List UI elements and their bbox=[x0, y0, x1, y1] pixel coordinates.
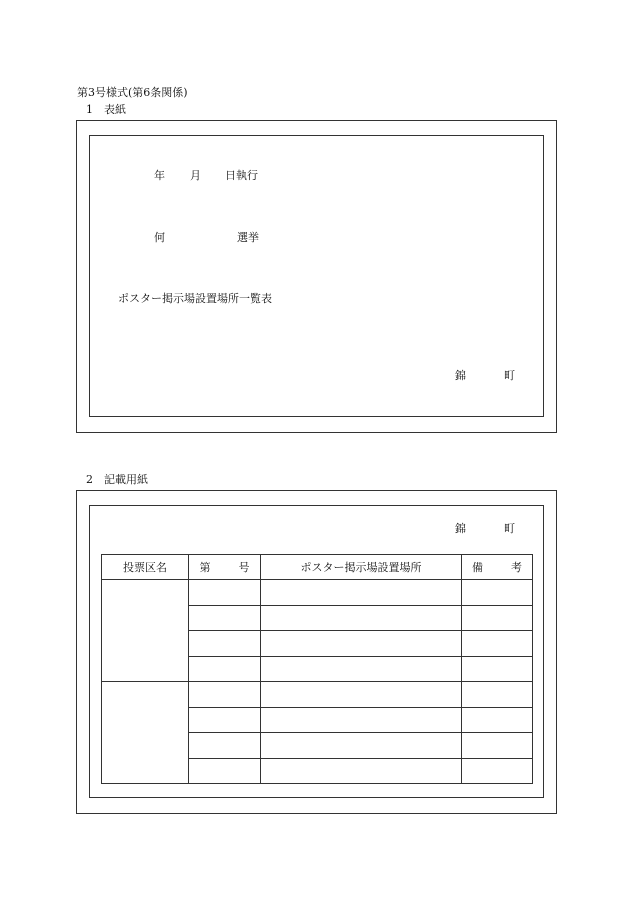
remarks-cell bbox=[462, 758, 533, 784]
cover-date-day-exec: 日執行 bbox=[225, 169, 258, 182]
location-cell bbox=[261, 631, 462, 657]
remarks-cell bbox=[462, 580, 533, 606]
remarks-cell bbox=[462, 656, 533, 682]
location-cell bbox=[261, 605, 462, 631]
table-row bbox=[102, 580, 533, 606]
location-cell bbox=[261, 682, 462, 708]
table-header-row bbox=[102, 555, 533, 580]
number-cell bbox=[189, 707, 261, 733]
remarks-cell bbox=[462, 707, 533, 733]
cover-election-suffix: 選挙 bbox=[237, 231, 259, 244]
header-location: ポスター掲示場設置場所 bbox=[261, 555, 462, 580]
number-cell bbox=[189, 758, 261, 784]
table-row bbox=[102, 682, 533, 708]
header-number bbox=[189, 555, 261, 580]
district-cell-1 bbox=[102, 580, 189, 682]
cover-list-title: ポスター掲示場設置場所一覧表 bbox=[118, 292, 272, 305]
number-cell bbox=[189, 580, 261, 606]
number-cell bbox=[189, 656, 261, 682]
remarks-cell bbox=[462, 631, 533, 657]
location-cell bbox=[261, 758, 462, 784]
form-town-char1: 錦 bbox=[455, 522, 466, 535]
location-cell bbox=[261, 707, 462, 733]
cover-town-char1: 錦 bbox=[455, 369, 466, 382]
remarks-cell bbox=[462, 682, 533, 708]
header-remarks bbox=[462, 555, 533, 580]
remarks-cell bbox=[462, 733, 533, 759]
cover-election-prefix: 何 bbox=[154, 231, 165, 244]
header-number-char2: 号 bbox=[238, 560, 250, 574]
form-town-char2: 町 bbox=[504, 522, 515, 535]
location-cell bbox=[261, 656, 462, 682]
header-number-char1: 第 bbox=[199, 560, 211, 574]
cover-town-char2: 町 bbox=[504, 369, 515, 382]
number-cell bbox=[189, 605, 261, 631]
location-cell bbox=[261, 580, 462, 606]
number-cell bbox=[189, 682, 261, 708]
location-cell bbox=[261, 733, 462, 759]
district-cell-2 bbox=[102, 682, 189, 784]
cover-date-month: 月 bbox=[190, 169, 201, 182]
form-title: 第3号様式(第6条関係) bbox=[77, 86, 188, 99]
header-district: 投票区名 bbox=[102, 555, 189, 580]
section2-heading: 2 記載用紙 bbox=[86, 473, 148, 486]
cover-date-year: 年 bbox=[154, 169, 165, 182]
placement-table bbox=[101, 554, 533, 784]
header-remarks-char1: 備 bbox=[472, 560, 483, 574]
number-cell bbox=[189, 631, 261, 657]
number-cell bbox=[189, 733, 261, 759]
remarks-cell bbox=[462, 605, 533, 631]
section1-heading: 1 表紙 bbox=[86, 103, 126, 116]
header-remarks-char2: 考 bbox=[511, 560, 522, 574]
